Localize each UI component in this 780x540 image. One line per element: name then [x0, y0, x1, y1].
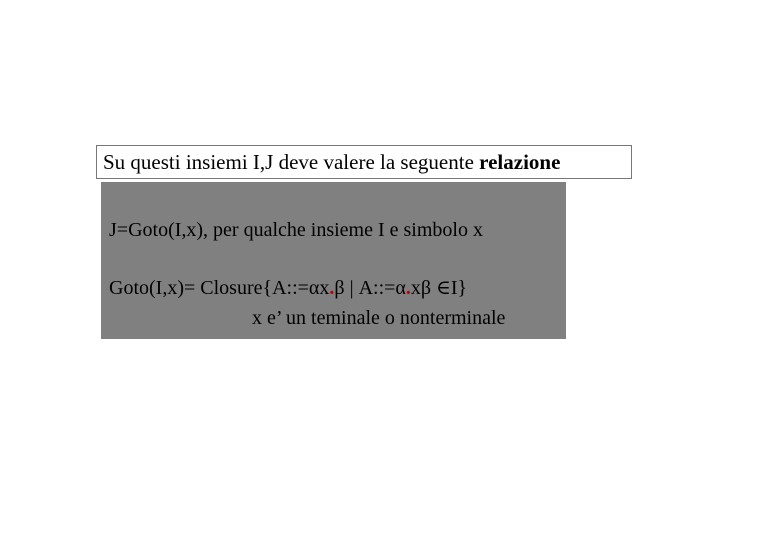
- title-text: Su questi insiemi I,J deve valere la seguente: [103, 150, 480, 174]
- item-dot-1: .: [329, 277, 335, 299]
- title-bold-term: relazione: [479, 150, 561, 174]
- slide-title: [96, 145, 632, 179]
- formula-part-1: Goto(I,x)= Closure{A::=αx: [109, 277, 330, 299]
- definition-box: [101, 182, 566, 339]
- formula-part-2: β | A::=α: [334, 277, 406, 299]
- closure-formula-line: [109, 276, 467, 300]
- formula-part-3: xβ ∈I}: [410, 277, 468, 299]
- goto-definition-line: J=Goto(I,x), per qualche insieme I e simbolo x: [109, 219, 483, 241]
- item-dot-2: .: [405, 277, 411, 299]
- symbol-note-line: x e’ un teminale o nonterminale: [252, 307, 506, 329]
